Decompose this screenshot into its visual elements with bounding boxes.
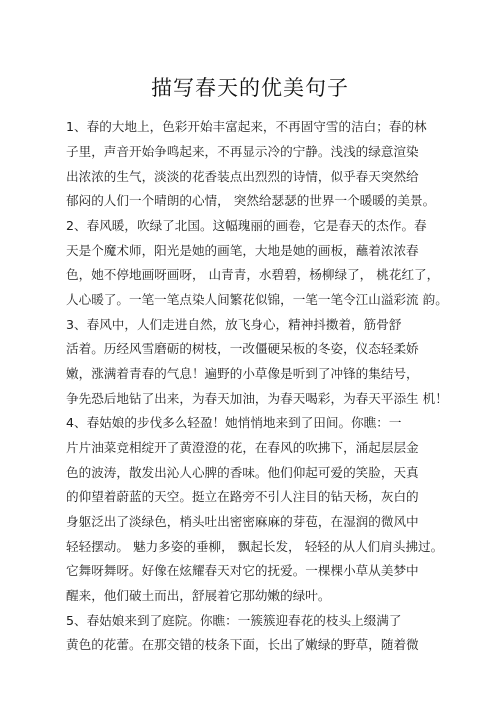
text-line: 2、春风暖，吹绿了北国。这幅瑰丽的画卷，它是春天的杰作。春 (66, 218, 427, 233)
text-line: 出浓浓的生气，淡淡的花香装点出烈烈的诗情，似乎春天突然给 (66, 169, 419, 184)
text-line: 5、春姑娘来到了庭院。你瞧：一簇簇迎春花的枝头上缀满了 (66, 613, 402, 628)
text-line: 的仰望着蔚蓝的天空。挺立在路旁不引人注目的钻天杨，灰白的 (66, 489, 419, 504)
text-line: 嫩，涨满着青春的气息！遍野的小草像是听到了冲锋的集结号， (66, 366, 419, 381)
document-title: 描写春天的优美句子 (151, 76, 349, 100)
text-line: 天是个魔术师，阳光是她的画笔，大地是她的画板，蘸着浓浓春 (66, 243, 419, 258)
text-line: 片片油菜竞相绽开了黄澄澄的花，在春风的吹拂下，涌起层层金 (66, 440, 419, 455)
text-line: 人心暖了。一笔一笔点染人间繁花似锦，一笔一笔令江山溢彩流 韵。 (66, 292, 448, 307)
text-line: 子里，声音开始争鸣起来，不再显示冷的宁静。浅浅的绿意渲染 (66, 144, 419, 159)
text-line: 轻轻摆动。 魅力多姿的垂柳， 飘起长发， 轻轻的从人们肩头拂过。 (66, 539, 444, 554)
text-line: 色的波涛，散发出沁人心脾的香味。他们仰起可爱的笑脸，天真 (66, 465, 419, 480)
text-line: 黄色的花蕾。在那交错的枝条下面，长出了嫩绿的野草，随着微 (66, 637, 419, 652)
text-line: 4、春姑娘的步伐多么轻盈！她悄悄地来到了田间。你瞧：一 (66, 415, 402, 430)
text-line: 醒来，他们破土而出，舒展着它那幼嫩的绿叶。 (66, 588, 331, 603)
text-line: 争先恐后地钻了出来，为春天加油，为春天喝彩，为春天平添生 机！ (66, 391, 448, 406)
text-line: 活着。历经风雪磨砺的树枝，一改僵硬呆板的冬姿，仪态轻柔娇 (66, 341, 419, 356)
text-line: 色，她不停地画呀画呀， 山青青，水碧碧，杨柳绿了， 桃花红了， (66, 267, 440, 282)
text-line: 1、春的大地上，色彩开始丰富起来，不再固守雪的洁白；春的林 (66, 119, 427, 134)
text-line: 郁闷的人们一个晴朗的心情， 突然给瑟瑟的世界一个暖暖的美景。 (66, 193, 436, 208)
text-line: 身躯泛出了淡绿色，梢头吐出密密麻麻的芽苞，在湿润的微风中 (66, 514, 419, 529)
text-line: 3、春风中，人们走进自然，放飞身心，精神抖擞着，筋骨舒 (66, 317, 402, 332)
text-line: 它舞呀舞呀。好像在炫耀春天对它的抚爱。一棵棵小草从美梦中 (66, 563, 419, 578)
